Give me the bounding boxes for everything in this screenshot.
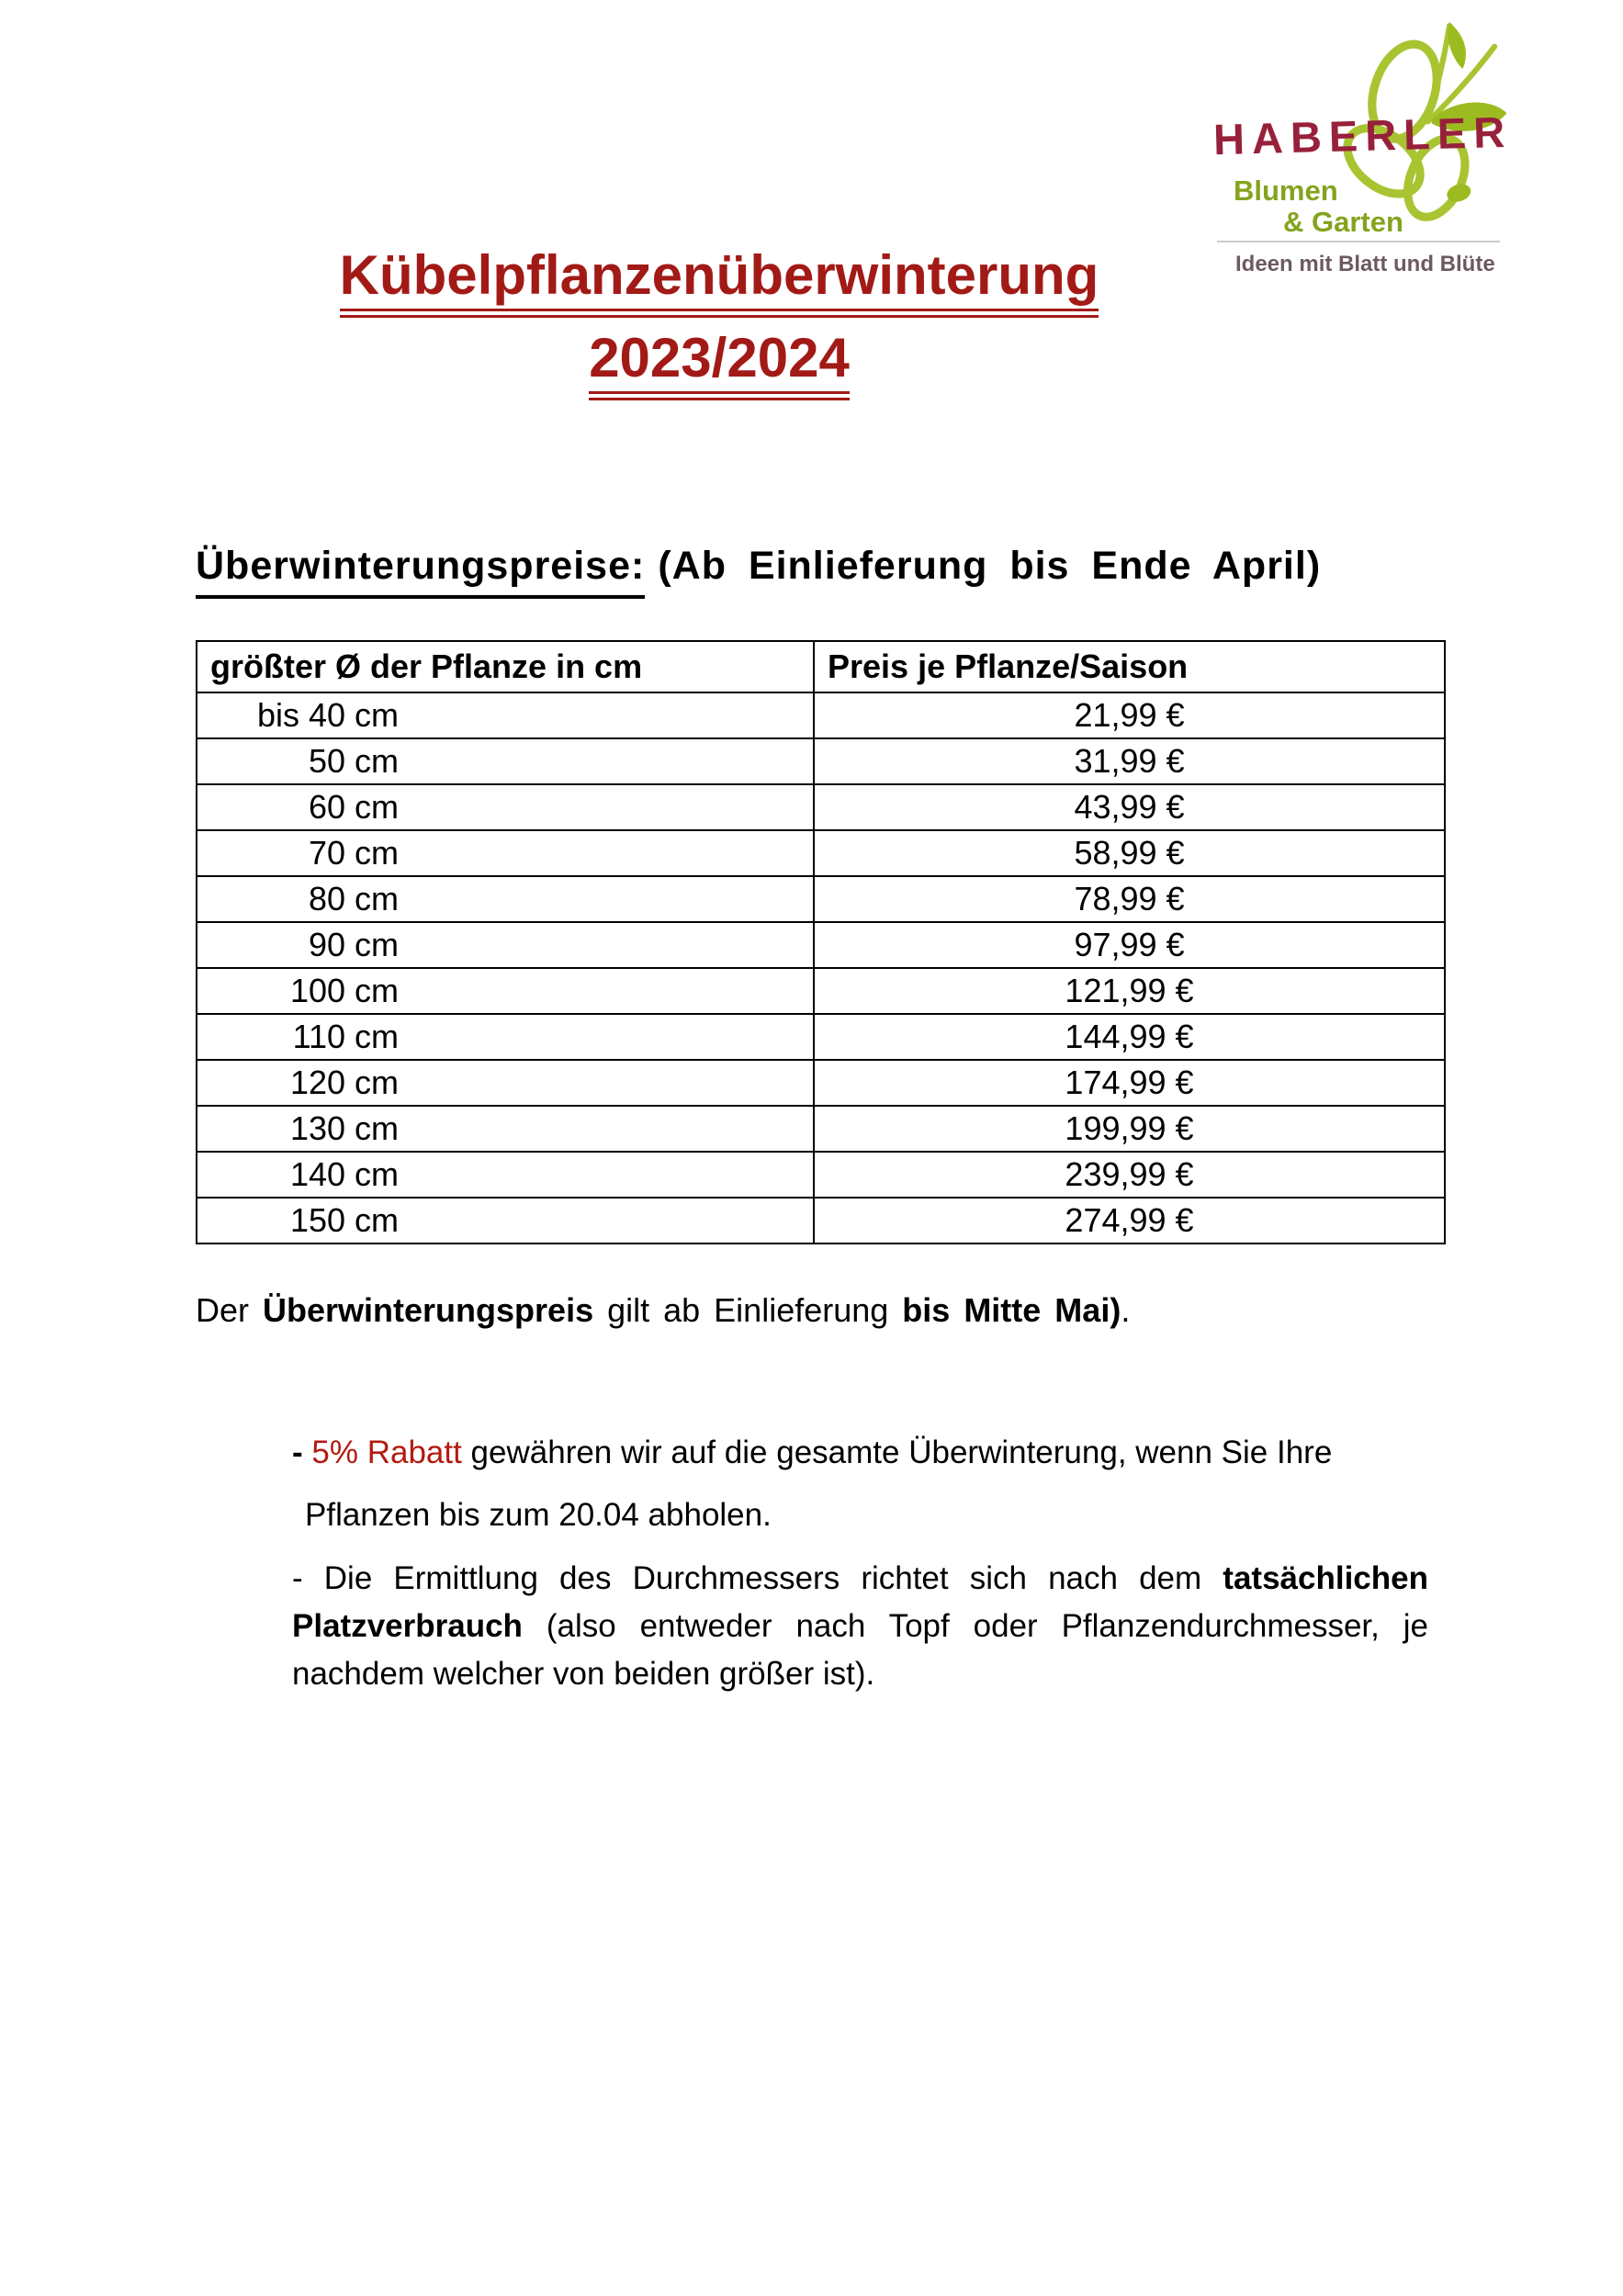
table-row: [197, 922, 1445, 968]
table-header-size: größter Ø der Pflanze in cm: [197, 641, 814, 692]
size-cell: 130 cm: [197, 1106, 814, 1152]
price-cell: 121,99 €: [814, 968, 1445, 1014]
title-line-2: 2023/2024: [196, 329, 1243, 388]
size-cell: bis 40 cm: [197, 692, 814, 738]
price-cell: 274,99 €: [814, 1198, 1445, 1244]
table-row: [197, 830, 1445, 876]
discount-highlight: 5% Rabatt: [311, 1435, 462, 1470]
bullet-discount: [292, 1422, 1449, 1547]
size-cell: 110 cm: [197, 1014, 814, 1060]
logo-subtitle-garten: & Garten: [1283, 206, 1403, 238]
table-row: [197, 876, 1445, 922]
price-cell: 21,99 €: [814, 692, 1445, 738]
logo-tagline: Ideen mit Blatt und Blüte: [1235, 252, 1495, 276]
size-cell: 70 cm: [197, 830, 814, 876]
document-title: [196, 246, 1243, 388]
bullet-diameter-line-1: - Die Ermittlung des Durchmessers richtet sich nach dem tatsächlichen: [292, 1560, 1428, 1596]
size-cell: 120 cm: [197, 1060, 814, 1106]
bullet-diameter: [292, 1555, 1428, 1698]
bullet-discount-line-1: - 5% Rabatt gewähren wir auf die gesamte Überwinterung, wenn Sie Ihre: [292, 1435, 1333, 1470]
title-line-1: Kübelpflanzenüberwinterung: [196, 246, 1243, 305]
price-cell: 58,99 €: [814, 830, 1445, 876]
table-row: [197, 738, 1445, 784]
table-row: [197, 1152, 1445, 1198]
table-row: [197, 1060, 1445, 1106]
table-row: [197, 784, 1445, 830]
table-row: [197, 1106, 1445, 1152]
bullet-discount-line-2: Pflanzen bis zum 20.04 abholen.: [305, 1497, 772, 1533]
heading-note: (Ab Einlieferung bis Ende April): [658, 544, 1322, 588]
table-row: [197, 1198, 1445, 1244]
logo-brand-text: HABERLER: [1212, 107, 1513, 164]
price-table: [196, 640, 1446, 1244]
logo-divider: [1217, 241, 1500, 242]
table-row: [197, 692, 1445, 738]
size-cell: 150 cm: [197, 1198, 814, 1244]
bullet-diameter-line-3: nachdem welcher von beiden größer ist).: [292, 1656, 875, 1692]
table-header-price: Preis je Pflanze/Saison: [814, 641, 1445, 692]
size-cell: 100 cm: [197, 968, 814, 1014]
price-cell: 144,99 €: [814, 1014, 1445, 1060]
size-cell: 80 cm: [197, 876, 814, 922]
size-cell: 60 cm: [197, 784, 814, 830]
bullet-dash: -: [292, 1435, 312, 1470]
price-cell: 199,99 €: [814, 1106, 1445, 1152]
table-row: [197, 1014, 1445, 1060]
price-cell: 97,99 €: [814, 922, 1445, 968]
heading-underlined: Überwinterungspreise:: [196, 544, 645, 599]
price-cell: 43,99 €: [814, 784, 1445, 830]
size-cell: 90 cm: [197, 922, 814, 968]
logo-subtitle-blumen: Blumen: [1234, 174, 1338, 207]
section-heading: [196, 544, 1321, 588]
price-cell: 239,99 €: [814, 1152, 1445, 1198]
bullet-diameter-line-2: Platzverbrauch (also entweder nach Topf oder Pflanzendurchmesser, je: [292, 1608, 1428, 1644]
table-row: [197, 968, 1445, 1014]
size-cell: 140 cm: [197, 1152, 814, 1198]
price-cell: 78,99 €: [814, 876, 1445, 922]
size-cell: 50 cm: [197, 738, 814, 784]
table-header-row: [197, 641, 1445, 692]
price-cell: 31,99 €: [814, 738, 1445, 784]
price-cell: 174,99 €: [814, 1060, 1445, 1106]
note-paragraph: Der Überwinterungspreis gilt ab Einlieferung bis Mitte Mai).: [196, 1291, 1131, 1329]
